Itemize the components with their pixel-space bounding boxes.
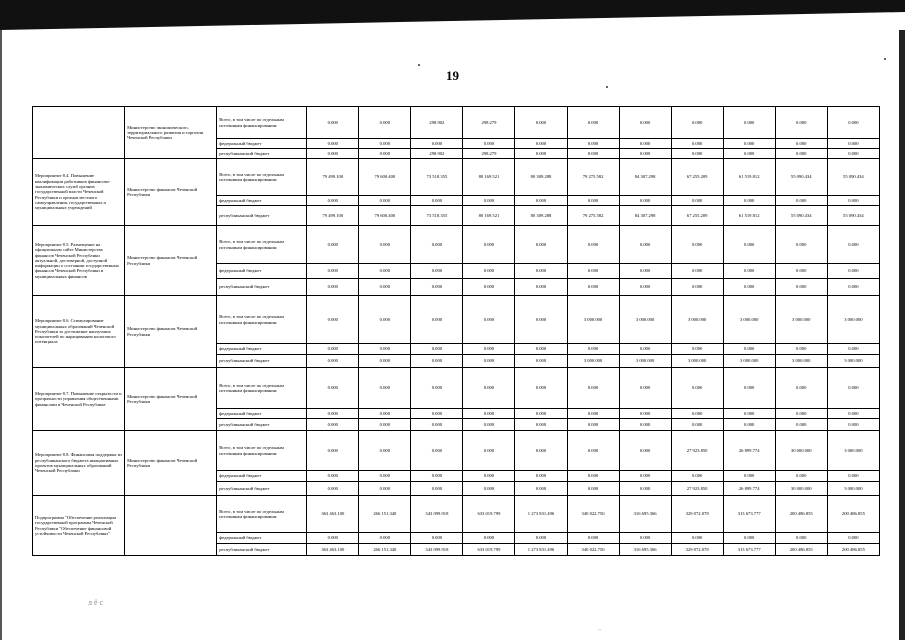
value-cell: 0.000	[671, 533, 723, 544]
value-cell: 26 899.774	[723, 431, 775, 471]
value-cell: 3 000.000	[567, 296, 619, 344]
value-cell: 0.000	[775, 533, 827, 544]
value-cell: 313 673.777	[723, 544, 775, 556]
value-cell: 0.000	[775, 419, 827, 431]
value-cell: 61 519.812	[723, 159, 775, 196]
value-cell: 0.000	[307, 196, 359, 206]
value-cell: 0.000	[619, 279, 671, 296]
source-cell: республиканский бюджет	[217, 355, 307, 368]
value-cell: 0.000	[515, 409, 567, 419]
value-cell: 0.000	[307, 471, 359, 482]
value-cell: 0.000	[359, 355, 411, 368]
value-cell: 298.902	[411, 149, 463, 159]
value-cell: 0.000	[359, 471, 411, 482]
value-cell: 80 309.288	[515, 206, 567, 226]
value-cell: 0.000	[775, 409, 827, 419]
value-cell: 0.000	[307, 107, 359, 139]
measure-cell: Мероприятие 8.8. Финансовая поддержка из республиканского бюджета инициативных проектов муниципальных образований Чеченской Республики	[33, 431, 125, 496]
value-cell: 3 000.000	[775, 355, 827, 368]
value-cell: 363 463.100	[307, 544, 359, 556]
value-cell: 0.000	[463, 409, 515, 419]
value-cell: 0.000	[515, 431, 567, 471]
value-cell: 0.000	[515, 355, 567, 368]
value-cell: 0.000	[567, 149, 619, 159]
value-cell: 0.000	[359, 279, 411, 296]
value-cell: 0.000	[359, 296, 411, 344]
value-cell: 0.000	[567, 471, 619, 482]
handwritten-marks: л ё с	[88, 598, 104, 607]
value-cell: 79 499.100	[307, 159, 359, 196]
value-cell: 0.000	[307, 296, 359, 344]
value-cell: 27 923.850	[671, 482, 723, 496]
value-cell: 0.000	[775, 264, 827, 279]
value-cell: 3 000.000	[775, 296, 827, 344]
value-cell: 0.000	[411, 431, 463, 471]
value-cell: 0.000	[411, 482, 463, 496]
scan-left-edge	[0, 30, 2, 640]
table-row	[33, 107, 880, 139]
value-cell: 0.000	[671, 279, 723, 296]
value-cell: 0.000	[411, 279, 463, 296]
source-cell: Всего, в том числе по отдельным источникам финансирования:	[217, 496, 307, 533]
value-cell: 0.000	[619, 482, 671, 496]
value-cell: 0.000	[671, 409, 723, 419]
value-cell: 0.000	[567, 139, 619, 149]
value-cell: 0.000	[827, 196, 879, 206]
value-cell: 67 255.209	[671, 159, 723, 196]
value-cell: 200 486.855	[827, 544, 879, 556]
value-cell: 0.000	[723, 471, 775, 482]
value-cell: 0.000	[515, 107, 567, 139]
value-cell: 0.000	[671, 107, 723, 139]
value-cell: 0.000	[827, 149, 879, 159]
value-cell: 80 309.288	[515, 159, 567, 196]
value-cell: 0.000	[307, 368, 359, 409]
source-cell: республиканский бюджет	[217, 544, 307, 556]
value-cell: 0.000	[307, 139, 359, 149]
source-cell: федеральный бюджет	[217, 344, 307, 355]
value-cell: 3 000.000	[723, 296, 775, 344]
value-cell: 0.000	[827, 344, 879, 355]
value-cell: 0.000	[463, 226, 515, 264]
value-cell: 55 090.434	[827, 159, 879, 196]
value-cell: 0.000	[671, 264, 723, 279]
value-cell: 0.000	[411, 264, 463, 279]
measure-cell: Мероприятие 8.6. Стимулирование муниципальных образований Чеченской Республики за достижение наилучших показателей по наращиванию налогового потенциала	[33, 296, 125, 368]
value-cell: 266 151.340	[359, 544, 411, 556]
value-cell: 0.000	[567, 107, 619, 139]
value-cell: 0.000	[515, 344, 567, 355]
value-cell: 343 099.918	[411, 496, 463, 533]
value-cell: 1 273 831.496	[515, 544, 567, 556]
value-cell: 0.000	[359, 431, 411, 471]
value-cell: 3 000.000	[827, 296, 879, 344]
value-cell: 313 673.777	[723, 496, 775, 533]
value-cell: 0.000	[567, 279, 619, 296]
value-cell: 0.000	[567, 419, 619, 431]
source-cell: федеральный бюджет	[217, 264, 307, 279]
value-cell: 0.000	[515, 419, 567, 431]
value-cell: 0.000	[359, 149, 411, 159]
source-cell: федеральный бюджет	[217, 533, 307, 544]
value-cell: 0.000	[411, 296, 463, 344]
responsible-cell: Министерство финансов Чеченской Республики	[125, 368, 217, 431]
value-cell: 79 275.582	[567, 159, 619, 196]
value-cell: 298.902	[411, 107, 463, 139]
value-cell: 0.000	[307, 226, 359, 264]
source-cell: республиканский бюджет	[217, 206, 307, 226]
value-cell: 0.000	[723, 139, 775, 149]
value-cell: 79 499.100	[307, 206, 359, 226]
value-cell: 73 518.355	[411, 159, 463, 196]
value-cell: 0.000	[827, 279, 879, 296]
value-cell: 0.000	[619, 431, 671, 471]
value-cell: 3 000.000	[827, 482, 879, 496]
value-cell: 79 275.582	[567, 206, 619, 226]
value-cell: 0.000	[515, 471, 567, 482]
value-cell: 0.000	[567, 409, 619, 419]
value-cell: 0.000	[827, 419, 879, 431]
value-cell: 0.000	[359, 264, 411, 279]
value-cell: 0.000	[515, 368, 567, 409]
value-cell: 0.000	[307, 482, 359, 496]
value-cell: 0.000	[723, 264, 775, 279]
value-cell: 30 000.000	[775, 482, 827, 496]
value-cell: 0.000	[671, 419, 723, 431]
value-cell: 0.000	[515, 533, 567, 544]
value-cell: 0.000	[619, 344, 671, 355]
value-cell: 0.000	[307, 355, 359, 368]
responsible-cell	[125, 496, 217, 556]
value-cell: 0.000	[723, 344, 775, 355]
value-cell: 84 307.298	[619, 206, 671, 226]
value-cell: 0.000	[463, 431, 515, 471]
value-cell: 0.000	[619, 107, 671, 139]
value-cell: 80 169.521	[463, 206, 515, 226]
value-cell: 0.000	[827, 533, 879, 544]
value-cell: 0.000	[463, 139, 515, 149]
value-cell: 200 486.855	[775, 496, 827, 533]
value-cell: 316 695.366	[619, 544, 671, 556]
value-cell: 0.000	[723, 149, 775, 159]
value-cell: 0.000	[359, 226, 411, 264]
value-cell: 55 090.434	[827, 206, 879, 226]
value-cell: 3 000.000	[827, 355, 879, 368]
value-cell: 363 463.100	[307, 496, 359, 533]
value-cell: 0.000	[827, 226, 879, 264]
value-cell: 0.000	[827, 471, 879, 482]
source-cell: федеральный бюджет	[217, 471, 307, 482]
value-cell: 0.000	[307, 264, 359, 279]
scan-noise: ~	[598, 628, 602, 634]
value-cell: 0.000	[359, 368, 411, 409]
table-row	[33, 159, 880, 196]
value-cell: 0.000	[463, 279, 515, 296]
budget-table	[32, 106, 880, 556]
value-cell: 298.279	[463, 149, 515, 159]
value-cell: 0.000	[307, 431, 359, 471]
value-cell: 0.000	[463, 296, 515, 344]
value-cell: 0.000	[359, 409, 411, 419]
value-cell: 0.000	[411, 368, 463, 409]
value-cell: 0.000	[723, 409, 775, 419]
value-cell: 0.000	[619, 196, 671, 206]
value-cell: 0.000	[723, 279, 775, 296]
source-cell: республиканский бюджет	[217, 482, 307, 496]
value-cell: 79 600.400	[359, 206, 411, 226]
value-cell: 0.000	[723, 533, 775, 544]
value-cell: 0.000	[671, 139, 723, 149]
value-cell: 0.000	[463, 471, 515, 482]
value-cell: 0.000	[307, 149, 359, 159]
source-cell: федеральный бюджет	[217, 409, 307, 419]
value-cell: 0.000	[775, 344, 827, 355]
value-cell: 266 151.340	[359, 496, 411, 533]
value-cell: 0.000	[411, 344, 463, 355]
value-cell: 0.000	[723, 368, 775, 409]
value-cell: 0.000	[463, 368, 515, 409]
value-cell: 3 000.000	[619, 355, 671, 368]
value-cell: 633 019.799	[463, 496, 515, 533]
value-cell: 0.000	[567, 226, 619, 264]
value-cell: 79 600.400	[359, 159, 411, 196]
value-cell: 0.000	[463, 533, 515, 544]
value-cell: 3 000.000	[619, 296, 671, 344]
value-cell: 0.000	[515, 149, 567, 159]
value-cell: 61 519.812	[723, 206, 775, 226]
value-cell: 55 090.434	[775, 206, 827, 226]
value-cell: 0.000	[515, 279, 567, 296]
responsible-cell: Министерство финансов Чеченской Республики	[125, 159, 217, 226]
value-cell: 200 486.855	[827, 496, 879, 533]
scan-speck	[418, 64, 420, 66]
value-cell: 316 695.366	[619, 496, 671, 533]
value-cell: 0.000	[775, 107, 827, 139]
value-cell: 0.000	[567, 264, 619, 279]
value-cell: 80 169.521	[463, 159, 515, 196]
value-cell: 0.000	[359, 344, 411, 355]
source-cell: федеральный бюджет	[217, 139, 307, 149]
source-cell: Всего, в том числе по отдельным источникам финансирования:	[217, 159, 307, 196]
value-cell: 0.000	[515, 296, 567, 344]
value-cell: 0.000	[827, 368, 879, 409]
value-cell: 0.000	[515, 264, 567, 279]
page-number: 19	[446, 68, 459, 83]
value-cell: 0.000	[411, 419, 463, 431]
value-cell: 0.000	[567, 431, 619, 471]
value-cell: 0.000	[411, 355, 463, 368]
source-cell: Всего, в том числе по отдельным источникам финансирования:	[217, 296, 307, 344]
value-cell: 0.000	[775, 471, 827, 482]
responsible-cell: Министерство финансов Чеченской Республики	[125, 226, 217, 296]
value-cell: 0.000	[411, 471, 463, 482]
value-cell: 0.000	[775, 226, 827, 264]
value-cell: 3 000.000	[671, 355, 723, 368]
value-cell: 0.000	[619, 226, 671, 264]
value-cell: 67 255.209	[671, 206, 723, 226]
value-cell: 0.000	[411, 139, 463, 149]
value-cell: 0.000	[775, 196, 827, 206]
value-cell: 329 072.078	[671, 496, 723, 533]
measure-cell: Мероприятие 8.5. Размещение на официальном сайте Министерства финансов Чеченской Республики актуальной, достоверной, доступной информации о состоянии государственных финансов Чеченской Республики и муниципальных финансов	[33, 226, 125, 296]
value-cell: 0.000	[671, 196, 723, 206]
value-cell: 0.000	[463, 196, 515, 206]
value-cell: 0.000	[671, 149, 723, 159]
value-cell: 0.000	[307, 409, 359, 419]
value-cell: 0.000	[619, 368, 671, 409]
value-cell: 298.279	[463, 107, 515, 139]
value-cell: 3 000.000	[671, 296, 723, 344]
responsible-cell: Министерство финансов Чеченской Республики	[125, 431, 217, 496]
scan-speck	[884, 58, 886, 60]
value-cell: 0.000	[775, 279, 827, 296]
value-cell: 0.000	[619, 139, 671, 149]
value-cell: 340 022.750	[567, 496, 619, 533]
value-cell: 0.000	[775, 139, 827, 149]
value-cell: 0.000	[723, 107, 775, 139]
value-cell: 340 022.750	[567, 544, 619, 556]
value-cell: 0.000	[307, 344, 359, 355]
value-cell: 84 307.298	[619, 159, 671, 196]
value-cell: 0.000	[723, 226, 775, 264]
value-cell: 0.000	[567, 533, 619, 544]
value-cell: 0.000	[515, 196, 567, 206]
table-row	[33, 368, 880, 409]
value-cell: 30 000.000	[775, 431, 827, 471]
value-cell: 0.000	[619, 533, 671, 544]
value-cell: 0.000	[827, 107, 879, 139]
value-cell: 0.000	[723, 419, 775, 431]
source-cell: Всего, в том числе по отдельным источникам финансирования:	[217, 431, 307, 471]
value-cell: 0.000	[359, 533, 411, 544]
measure-cell	[33, 107, 125, 159]
value-cell: 0.000	[411, 196, 463, 206]
table-row	[33, 431, 880, 471]
value-cell: 26 899.774	[723, 482, 775, 496]
table-row	[33, 226, 880, 264]
value-cell: 0.000	[359, 419, 411, 431]
value-cell: 0.000	[411, 409, 463, 419]
value-cell: 0.000	[307, 419, 359, 431]
value-cell: 0.000	[671, 368, 723, 409]
value-cell: 0.000	[411, 226, 463, 264]
value-cell: 3 000.000	[567, 355, 619, 368]
value-cell: 0.000	[463, 355, 515, 368]
value-cell: 0.000	[619, 264, 671, 279]
value-cell: 633 019.799	[463, 544, 515, 556]
value-cell: 0.000	[827, 264, 879, 279]
value-cell: 73 518.355	[411, 206, 463, 226]
value-cell: 0.000	[567, 196, 619, 206]
value-cell: 0.000	[515, 226, 567, 264]
value-cell: 0.000	[619, 149, 671, 159]
value-cell: 329 072.078	[671, 544, 723, 556]
value-cell: 200 486.855	[775, 544, 827, 556]
value-cell: 0.000	[671, 471, 723, 482]
measure-cell: Подпрограмма "Обеспечение реализации государственной программы Чеченской Республики "Обеспечение финансовой устойчивости Чеченской Республики"	[33, 496, 125, 556]
source-cell: Всего, в том числе по отдельным источникам финансирования:	[217, 368, 307, 409]
value-cell: 0.000	[307, 279, 359, 296]
table-row	[33, 296, 880, 344]
responsible-cell: Министерство финансов Чеченской Республики	[125, 296, 217, 368]
value-cell: 55 090.434	[775, 159, 827, 196]
source-cell: федеральный бюджет	[217, 196, 307, 206]
scan-right-edge	[899, 30, 905, 640]
value-cell: 0.000	[775, 149, 827, 159]
value-cell: 0.000	[567, 368, 619, 409]
value-cell: 0.000	[515, 139, 567, 149]
source-cell: Всего, в том числе по отдельным источникам финансирования:	[217, 226, 307, 264]
source-cell: республиканский бюджет	[217, 149, 307, 159]
value-cell: 0.000	[827, 139, 879, 149]
value-cell: 3 000.000	[827, 431, 879, 471]
value-cell: 0.000	[359, 482, 411, 496]
value-cell: 0.000	[307, 533, 359, 544]
responsible-cell: Министерство экономического, территориального развития и торговли Чеченской Республики	[125, 107, 217, 159]
source-cell: республиканский бюджет	[217, 279, 307, 296]
value-cell: 0.000	[515, 482, 567, 496]
source-cell: Всего, в том числе по отдельным источникам финансирования:	[217, 107, 307, 139]
value-cell: 0.000	[827, 409, 879, 419]
measure-cell: Мероприятие 8.4. Повышение квалификации работников финансово-экономических служб органов государственной власти Чеченской Республики и органов местного самоуправления, государственных и муниципальных учреждений	[33, 159, 125, 226]
value-cell: 0.000	[567, 344, 619, 355]
scan-top-shadow	[0, 0, 905, 30]
value-cell: 0.000	[359, 196, 411, 206]
value-cell: 0.000	[463, 264, 515, 279]
value-cell: 0.000	[671, 226, 723, 264]
value-cell: 0.000	[619, 471, 671, 482]
value-cell: 0.000	[723, 196, 775, 206]
table-row	[33, 496, 880, 533]
scan-speck	[606, 86, 608, 88]
value-cell: 0.000	[411, 533, 463, 544]
value-cell: 0.000	[359, 139, 411, 149]
value-cell: 0.000	[463, 419, 515, 431]
value-cell: 0.000	[619, 409, 671, 419]
value-cell: 0.000	[463, 482, 515, 496]
value-cell: 0.000	[567, 482, 619, 496]
value-cell: 27 923.850	[671, 431, 723, 471]
value-cell: 1 273 831.496	[515, 496, 567, 533]
value-cell: 343 099.918	[411, 544, 463, 556]
value-cell: 0.000	[671, 344, 723, 355]
source-cell: республиканский бюджет	[217, 419, 307, 431]
value-cell: 0.000	[463, 344, 515, 355]
value-cell: 0.000	[359, 107, 411, 139]
value-cell: 3 000.000	[723, 355, 775, 368]
measure-cell: Мероприятие 8.7. Повышение открытости и прозрачности управления общественными финансами в Чеченской Республике	[33, 368, 125, 431]
value-cell: 0.000	[775, 368, 827, 409]
value-cell: 0.000	[619, 419, 671, 431]
